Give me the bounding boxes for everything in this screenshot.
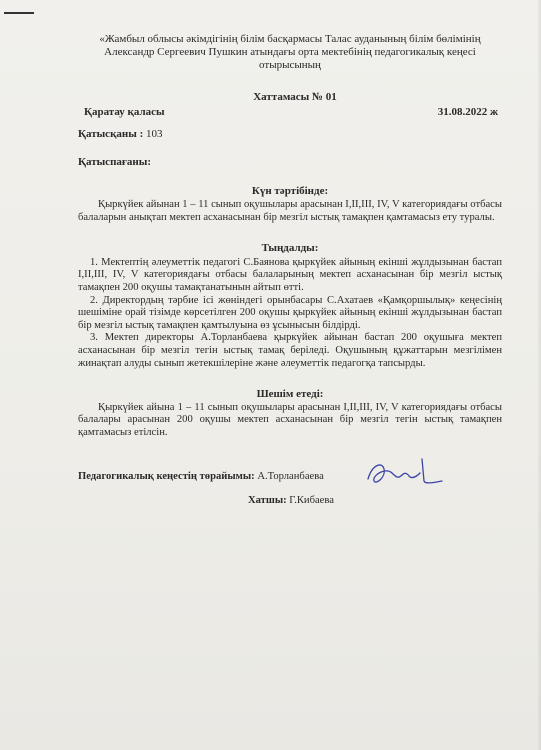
minutes-title: Хаттамасы № 01 xyxy=(253,91,337,103)
chair-name: А.Торланбаева xyxy=(257,471,324,483)
agenda-text: Қыркүйек айынан 1 – 11 сынып оқушылары арасынан I,II,III, IV, V категориядағы отбасы балаларын анықтап мектеп асханасынан бір мезгіл ыстық тамақпен қамтамасыз ету туралы. xyxy=(78,198,502,223)
page-edge-shadow xyxy=(537,0,541,750)
chair-signature-row xyxy=(78,471,502,493)
secretary-label: Хатшы: xyxy=(248,495,287,507)
chair-label: Педагогикалық кеңестің төрайымы: xyxy=(78,471,255,483)
heard-item: 3. Мектеп директоры А.Торланбаева қыркүйек айынан бастап 200 оқушыға мектеп асханасынан бір мезгіл тегін ыстық тамақ беріледі. Оқушының құжаттарын мезгілімен жинақтап алуды сынып жетекшілеріне және әлеуметтік педагогқа тапсырды. xyxy=(78,332,502,369)
secretary-signature-row xyxy=(248,495,502,517)
location: Қаратау қаласы xyxy=(84,105,165,118)
decision-text: Қыркүйек айына 1 – 11 сынып оқушылары арасынан I,II,III, IV, V категориядағы отбасы балалары арасынан 200 оқушы мектеп асханасынан бір мезгіл тегін ыстық тамақпен қамтамасыз етілсін. xyxy=(78,401,502,438)
present-label: Қатысқаны : xyxy=(78,128,144,141)
secretary-name: Г.Кибаева xyxy=(289,495,334,507)
scan-edge-mark xyxy=(4,12,34,14)
agenda-title: Күн тәртібінде: xyxy=(251,185,329,198)
document-header-title: «Жамбыл облысы әкімдігінің білім басқармасы Талас ауданының білім бөлімінің Александр Сергеевич Пушкин атындағы орта мектебінің педагогикалық кеңесі отырысының xyxy=(99,33,481,71)
attendance-present xyxy=(78,128,502,141)
document-body xyxy=(78,33,502,517)
heard-title: Тыңдалды: xyxy=(261,242,319,255)
heard-item: 1. Мектептің әлеуметтік педагогі С.Баянова қыркүйек айының екінші жұлдызынан бастап I,II,III, IV, V категориядағы отбасы балаларының мектеп асханасынан бір мезгіл ыстық тамақпен 200 оқушы тамақтанатынын айтып өтті. xyxy=(78,256,502,293)
attendance-absent-label: Қатыспағаны: xyxy=(78,155,151,168)
document-date: 31.08.2022 ж xyxy=(437,105,498,118)
heard-list xyxy=(78,257,502,370)
present-count: 103 xyxy=(146,128,163,141)
decision-title: Шешім етеді: xyxy=(256,388,324,401)
location-date-row xyxy=(78,106,502,119)
chair-signature xyxy=(362,455,454,493)
heard-item: 2. Директордың тәрбие ісі жөніндегі орынбасары С.Ахатаев «Қамқоршылық» кеңесінің шешіміне орай тізімде көрсетілген 200 оқушы қыркүйек айының екінші жұлдызынан бастап бір мезгіл ыстық тамақпен қамтылуына өз ұсынысын білдірді. xyxy=(78,294,502,331)
